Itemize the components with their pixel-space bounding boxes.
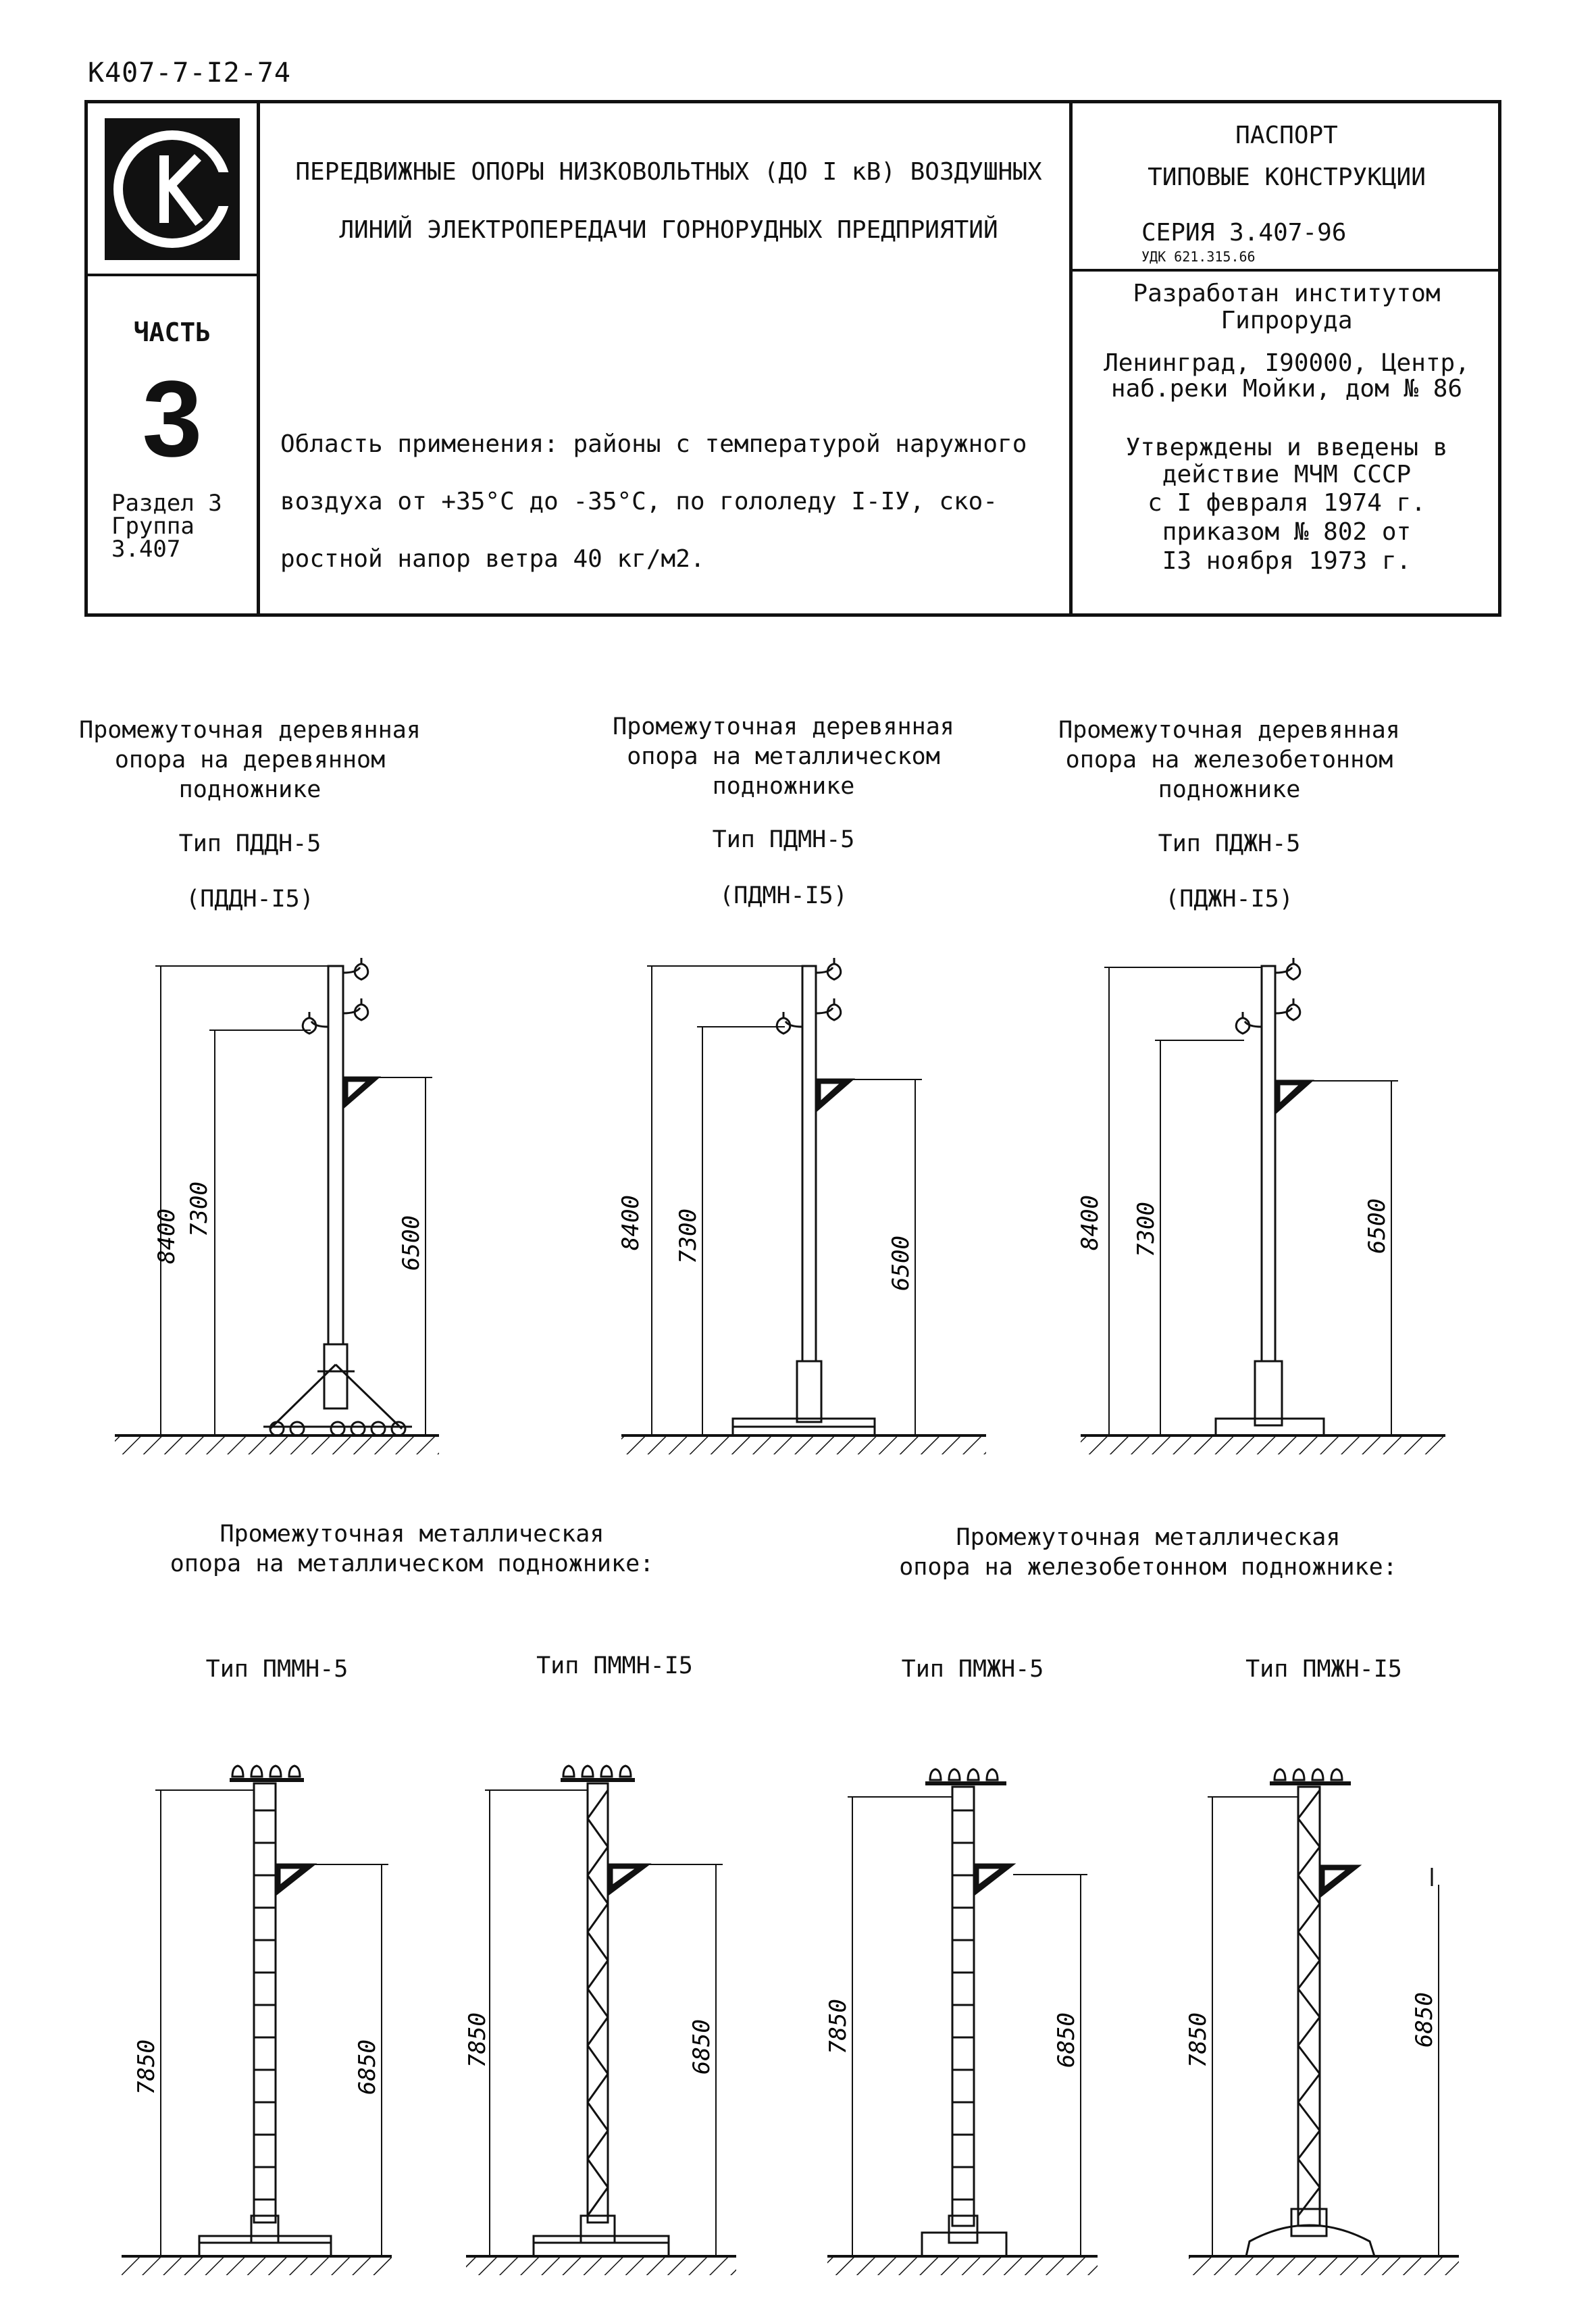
passport-series: СЕРИЯ 3.407-96 [1141,219,1347,247]
passport-title: ПАСПОРТ [1235,122,1338,149]
insulator-icon [968,1769,979,1780]
dim-7300: 7300 [186,1181,213,1237]
insulator-icon [1331,1769,1342,1780]
tower-member [588,1904,608,1932]
insulator-icon [251,1766,262,1777]
tower-member [1298,2045,1320,2074]
approval-line-5: I3 ноября 1973 г. [1162,547,1412,575]
insulator-icon [620,1766,631,1777]
tower-member [1298,1847,1320,1875]
caption-line: Промежуточная деревянная [79,717,421,744]
tower-member [588,1819,608,1847]
top-drawing-2-type: Тип ПДМН-5 [712,826,855,853]
tower-member [1298,1904,1320,1932]
bottom-drawing-4-type: Тип ПМЖН-I5 [1245,1656,1402,1683]
top-drawing-1-alt: (ПДДН-I5) [186,886,314,913]
part-label: ЧАСТЬ [133,317,211,347]
insulator-icon [582,1766,593,1777]
developer-line-4: наб.реки Мойки, дом № 86 [1110,375,1463,403]
top-drawing-3-type: Тип ПДЖН-5 [1158,830,1301,857]
tower-rungs [254,1810,276,2200]
dim-7850: 7850 [1185,2012,1212,2068]
tower-member [588,1847,608,1875]
tower-member [588,1875,608,1904]
tower-member [588,1960,608,1989]
caption-line: опора на железобетонном [1065,746,1393,773]
dim-6500: 6500 [398,1215,425,1271]
insulator-icon [1312,1769,1323,1780]
approval-line-4: приказом № 802 от [1162,518,1412,546]
tower-member [588,2074,608,2102]
dim-7850: 7850 [825,1999,852,2054]
tower-member [1298,2074,1320,2102]
caption-line: Промежуточная деревянная [1058,717,1400,744]
tower-member [588,2102,608,2131]
caption-line: опора на железобетонном подножнике: [899,1553,1397,1581]
approval-line-2: действие МЧМ СССР [1162,461,1412,488]
document-title-line-2: ЛИНИЙ ЭЛЕКТРОПЕРЕДАЧИ ГОРНОРУДНЫХ ПРЕДПРИЯТИЙ [339,216,998,244]
caption-line: опора на деревянном [114,746,386,773]
caption-line: Промежуточная металлическая [220,1521,604,1548]
document-title-line-1: ПЕРЕДВИЖНЫЕ ОПОРЫ НИЗКОВОЛЬТНЫХ (ДО I кВ) ВОЗДУШНЫХ [295,158,1042,186]
insulator-icon [930,1769,941,1780]
bottom-drawing-1-type: Тип ПММН-5 [205,1656,349,1683]
tower-member [1298,2102,1320,2131]
caption-line: опора на металлическом [627,742,940,770]
bottom-drawing-3-type: Тип ПМЖН-5 [901,1656,1044,1683]
insulator-icon [232,1766,243,1777]
dim-7850: 7850 [133,2039,160,2095]
approval-line-1: Утверждены и введены в [1125,434,1448,461]
dim-7300: 7300 [1133,1202,1160,1257]
ground-hatch [115,1435,439,1454]
insulator-icon [289,1766,300,1777]
top-drawing-3-alt: (ПДЖН-I5) [1165,886,1293,913]
bottom-drawing-2-type: Тип ПММН-I5 [536,1652,693,1679]
tower-member [588,1989,608,2017]
pole-pmmn-5-drawing [122,1780,392,2275]
section-line-3: 3.407 [111,536,181,563]
tower-member [588,2017,608,2045]
tower-member [1298,1790,1320,1819]
passport-subtitle: ТИПОВЫЕ КОНСТРУКЦИИ [1148,163,1426,191]
dim-6850: 6850 [1053,2012,1080,2068]
top-drawing-2-alt: (ПДМН-I5) [719,882,848,909]
dim-8400: 8400 [153,1209,180,1264]
dim-6500: 6500 [887,1236,915,1291]
tower-member [1298,2017,1320,2045]
document-code: К407-7-I2-74 [88,57,291,88]
tower-member [588,2131,608,2159]
insulator-icon [563,1766,574,1777]
insulator-icon [1275,1769,1285,1780]
top-drawing-1-type: Тип ПДДН-5 [178,830,321,857]
tower-member [588,1790,608,1819]
caption-line: Промежуточная деревянная [613,713,954,740]
insulator-icon [987,1769,998,1780]
dim-6850: 6850 [688,2019,715,2075]
insulator-icon [949,1769,960,1780]
tower-member [588,2159,608,2187]
developer-line-3: Ленинград, I90000, Центр, [1104,349,1470,377]
passport-udk: УДК 621.315.66 [1141,249,1256,265]
tower-member [588,2045,608,2074]
insulator-icon [270,1766,281,1777]
dim-6850: 6850 [1411,1992,1438,2048]
section-line-2: Группа [111,513,195,540]
tower-member [1298,2131,1320,2159]
caption-line: подножнике [712,772,855,800]
tower-member [1298,1989,1320,2017]
tower-member [1298,2159,1320,2187]
dim-7850: 7850 [464,2012,491,2068]
tower-member [1298,1819,1320,1847]
scope-line-2: воздуха от +35°С до -35°С, по гололеду I-IУ, ско- [280,488,998,515]
tower-member [1298,1960,1320,1989]
caption-line: подножнике [178,776,321,803]
developer-line-1: Разработан институтом [1133,280,1441,307]
part-number: 3 [142,358,203,479]
dim-8400: 8400 [1077,1195,1104,1250]
developer-line-2: Гипроруда [1220,307,1353,334]
caption-line: опора на металлическом подножнике: [170,1550,654,1577]
caption-line: Промежуточная металлическая [956,1524,1341,1551]
dim-6500: 6500 [1364,1198,1391,1254]
caption-line: подножнике [1158,776,1301,803]
dim-8400: 8400 [617,1195,644,1250]
dim-7300: 7300 [675,1209,702,1264]
insulator-icon [1293,1769,1304,1780]
approval-line-3: с I февраля 1974 г. [1148,489,1426,517]
tower-member [588,2187,608,2216]
insulator-icon [601,1766,612,1777]
scope-line-3: ростной напор ветра 40 кг/м2. [280,545,705,573]
tower-member [588,1932,608,1960]
scope-line-1: Область применения: районы с температурой наружного [280,430,1027,458]
tower-member [1298,1932,1320,1960]
section-line-1: Раздел 3 [111,490,222,517]
dim-6850: 6850 [354,2039,381,2095]
tower-member [1298,1875,1320,1904]
tower-member [1298,2187,1320,2216]
